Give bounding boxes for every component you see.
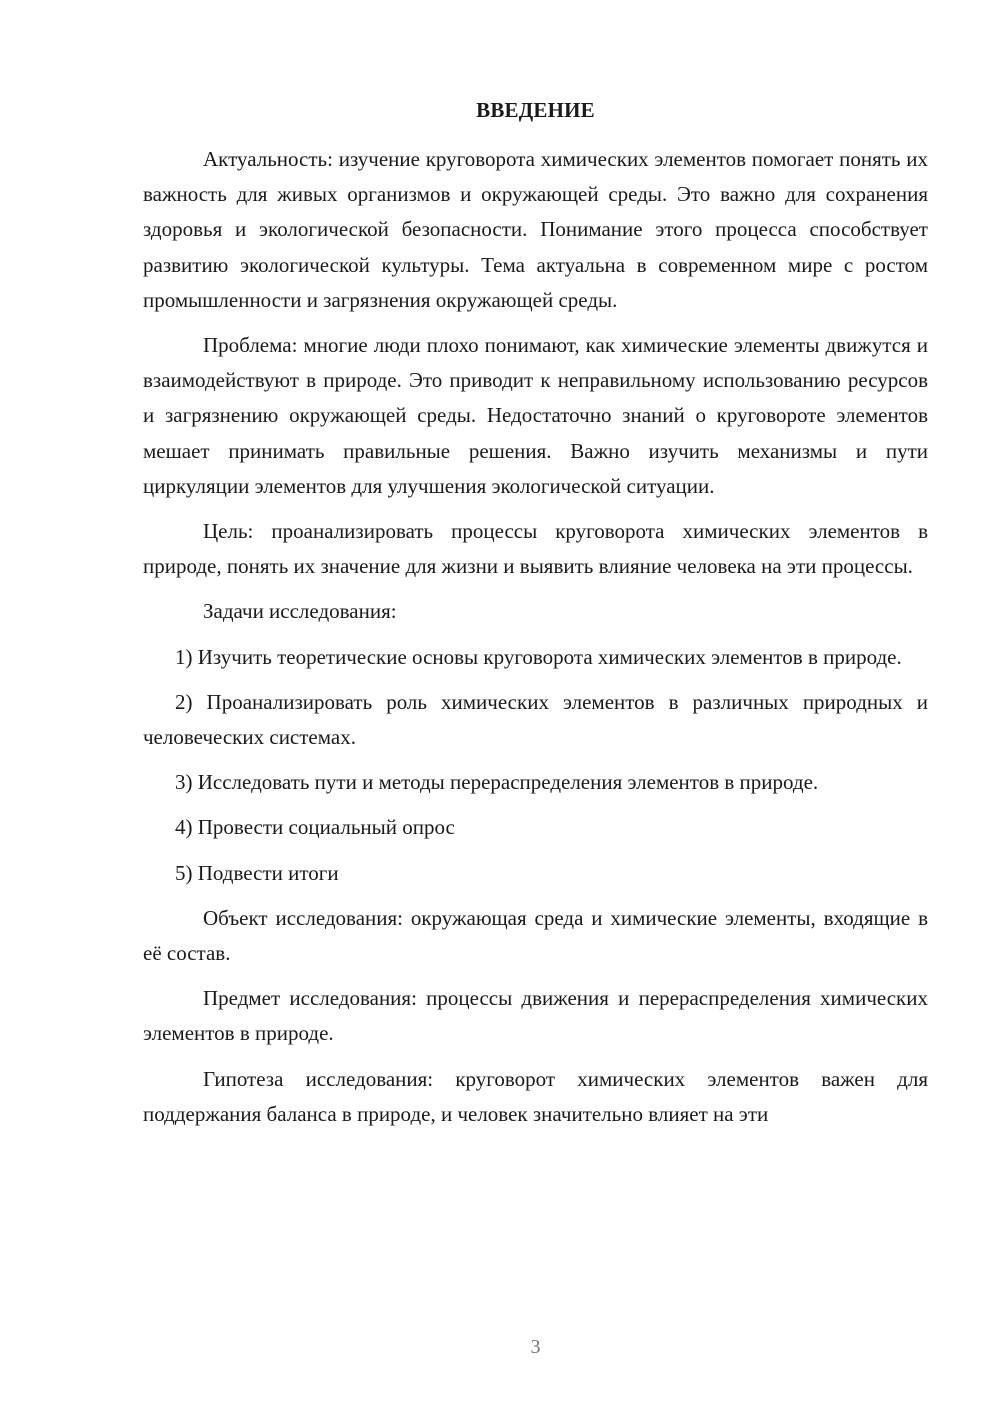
document-body <box>143 142 928 1142</box>
task-item-1: 1) Изучить теоретические основы круговорота химических элементов в природе. <box>175 644 902 669</box>
paragraph-goal: Цель: проанализировать процессы круговорота химических элементов в природе, понять их значение для жизни и выявить влияние человека на эти процессы. <box>143 519 928 579</box>
task-item-5: 5) Подвести итоги <box>175 860 339 885</box>
page-number: 3 <box>530 1336 541 1358</box>
paragraph-hypothesis: Гипотеза исследования: круговорот химических элементов важен для поддержания баланса в природе, и человек значительно влияет на эти <box>143 1066 928 1126</box>
task-item-3: 3) Исследовать пути и методы перераспределения элементов в природе. <box>175 770 819 795</box>
task-item-2: 2) Проанализировать роль химических элементов в различных природных и человеческих системах. <box>143 689 928 750</box>
paragraph-subject: Предмет исследования: процессы движения и перераспределения химических элементов в природе. <box>143 986 928 1046</box>
paragraph-tasks-heading: Задачи исследования: <box>203 599 397 624</box>
page-title: ВВЕДЕНИЕ <box>476 98 595 122</box>
paragraph-object: Объект исследования: окружающая среда и химические элементы, входящие в её состав. <box>143 905 928 966</box>
document-page <box>143 0 928 1414</box>
paragraph-problem: Проблема: многие люди плохо понимают, как химические элементы движутся и взаимодействуют в природе. Это приводит к неправильному использованию ресурсов и загрязнению окружающей среды. Недостаточно знаний о круговороте элементов мешает принимать правильные решения. Важно изучить механизмы и пути циркуляции элементов для улучшения экологической ситуации. <box>143 333 928 498</box>
paragraph-relevance: Актуальность: изучение круговорота химических элементов помогает понять их важность для живых организмов и окружающей среды. Это важно для сохранения здоровья и экологической безопасности. Понимание этого процесса способствует развитию экологической культуры. Тема актуальна в современном мире с ростом промышленности и загрязнения окружающей среды. <box>143 147 928 312</box>
task-item-4: 4) Провести социальный опрос <box>175 815 455 840</box>
